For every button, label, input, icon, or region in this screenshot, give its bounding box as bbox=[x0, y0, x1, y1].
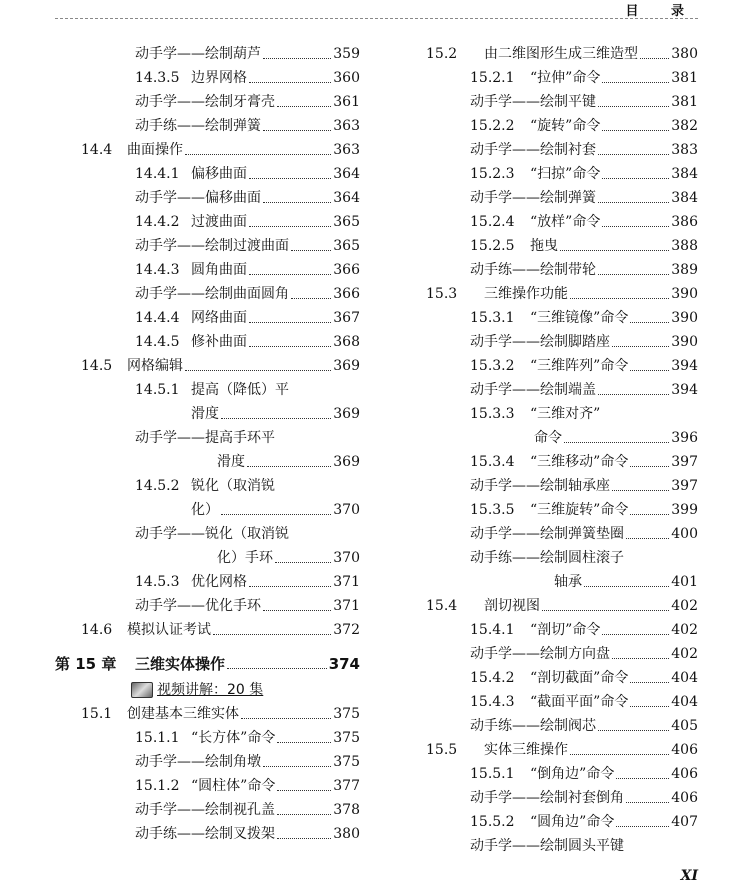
toc-left-column bbox=[55, 42, 360, 846]
entry-number: 14.4.2 bbox=[135, 214, 180, 230]
entry-title: 偏移曲面 bbox=[191, 166, 247, 182]
entry-page: 374 bbox=[328, 655, 360, 673]
entry-number: 第 15 章 bbox=[55, 655, 117, 673]
video-icon bbox=[131, 682, 153, 698]
entry-title-cont: 化） bbox=[191, 502, 219, 518]
leader-dots bbox=[564, 442, 669, 443]
entry-title: 创建基本三维实体 bbox=[127, 706, 239, 722]
video-lecture-link[interactable]: 视频讲解：20 集 bbox=[157, 682, 264, 698]
leader-dots bbox=[598, 202, 669, 203]
entry-page: 368 bbox=[333, 334, 360, 350]
leader-dots bbox=[221, 514, 331, 515]
entry-title-cont: 滑度 bbox=[217, 454, 245, 470]
entry-title: 动手学——绘制弹簧 bbox=[470, 190, 596, 206]
entry-page: 372 bbox=[333, 622, 360, 638]
leader-dots bbox=[584, 586, 669, 587]
entry-page: 402 bbox=[671, 622, 698, 638]
entry-page: 365 bbox=[333, 214, 360, 230]
entry-page: 366 bbox=[333, 262, 360, 278]
leader-dots bbox=[598, 394, 669, 395]
entry-number: 15.1.2 bbox=[135, 778, 180, 794]
entry-page: 406 bbox=[671, 742, 698, 758]
leader-dots bbox=[630, 322, 669, 323]
leader-dots bbox=[616, 778, 669, 779]
entry-page: 375 bbox=[333, 730, 360, 746]
entry-page: 363 bbox=[333, 118, 360, 134]
entry-number: 15.3.1 bbox=[470, 310, 515, 326]
leader-dots bbox=[570, 754, 669, 755]
entry-number: 15.4.2 bbox=[470, 670, 515, 686]
leader-dots bbox=[630, 514, 669, 515]
entry-title: 动手学——提高手环平 bbox=[135, 430, 275, 446]
toc-entry[interactable] bbox=[55, 162, 360, 186]
toc-entry[interactable] bbox=[55, 750, 360, 774]
leader-dots bbox=[263, 130, 331, 131]
toc-entry[interactable] bbox=[55, 306, 360, 330]
entry-number: 14.4.5 bbox=[135, 334, 180, 350]
entry-title: “旋转”命令 bbox=[530, 118, 601, 134]
toc-entry[interactable] bbox=[418, 714, 698, 738]
toc-entry[interactable] bbox=[418, 594, 698, 618]
leader-dots bbox=[249, 346, 331, 347]
entry-number: 15.3 bbox=[426, 286, 458, 302]
header-title: 目 录 bbox=[625, 4, 698, 19]
entry-title: 动手学——绘制衬套 bbox=[470, 142, 596, 158]
entry-title: “长方体”命令 bbox=[191, 730, 276, 746]
entry-page: 386 bbox=[671, 214, 698, 230]
entry-title: 由二维图形生成三维造型 bbox=[484, 46, 638, 62]
entry-title: “三维镜像”命令 bbox=[530, 310, 629, 326]
video-lecture-row[interactable] bbox=[55, 678, 360, 702]
entry-title: “拉伸”命令 bbox=[530, 70, 601, 86]
entry-title: 模拟认证考试 bbox=[127, 622, 211, 638]
entry-page: 402 bbox=[671, 646, 698, 662]
toc-entry[interactable] bbox=[55, 114, 360, 138]
entry-number: 15.4.1 bbox=[470, 622, 515, 638]
leader-dots bbox=[598, 154, 669, 155]
entry-title: 动手学——锐化（取消锐 bbox=[135, 526, 289, 542]
toc-entry[interactable] bbox=[418, 354, 698, 378]
entry-page: 380 bbox=[333, 826, 360, 842]
entry-page: 375 bbox=[333, 754, 360, 770]
leader-dots bbox=[263, 610, 331, 611]
entry-number: 15.3.2 bbox=[470, 358, 515, 374]
toc-entry[interactable] bbox=[418, 618, 698, 642]
leader-dots bbox=[630, 466, 669, 467]
entry-number: 15.4 bbox=[426, 598, 458, 614]
leader-dots bbox=[612, 346, 669, 347]
entry-title-cont: 化）手环 bbox=[217, 550, 273, 566]
leader-dots bbox=[277, 790, 331, 791]
toc-entry-line1[interactable] bbox=[55, 474, 360, 498]
entry-title-cont: 命令 bbox=[534, 430, 562, 446]
toc-entry[interactable] bbox=[418, 210, 698, 234]
entry-page: 364 bbox=[333, 190, 360, 206]
leader-dots bbox=[275, 562, 331, 563]
entry-page: 382 bbox=[671, 118, 698, 134]
leader-dots bbox=[213, 634, 331, 635]
entry-title: 动手练——绘制圆柱滚子 bbox=[470, 550, 624, 566]
leader-dots bbox=[602, 226, 669, 227]
entry-page: 360 bbox=[333, 70, 360, 86]
leader-dots bbox=[542, 610, 669, 611]
entry-title-cont: 轴承 bbox=[554, 574, 582, 590]
entry-number: 15.5 bbox=[426, 742, 458, 758]
toc-entry[interactable] bbox=[55, 90, 360, 114]
entry-number: 15.5.2 bbox=[470, 814, 515, 830]
page-header bbox=[55, 0, 698, 19]
entry-title: “三维对齐” bbox=[530, 406, 601, 422]
entry-number: 15.1 bbox=[81, 706, 113, 722]
toc-entry[interactable] bbox=[55, 618, 360, 642]
entry-title: 动手学——绘制视孔盖 bbox=[135, 802, 275, 818]
leader-dots bbox=[602, 178, 669, 179]
entry-title: 提高（降低）平 bbox=[191, 382, 289, 398]
entry-number: 14.5.1 bbox=[135, 382, 180, 398]
entry-number: 14.5.2 bbox=[135, 478, 180, 494]
toc-entry[interactable] bbox=[418, 90, 698, 114]
leader-dots bbox=[598, 106, 669, 107]
entry-page: 390 bbox=[671, 286, 698, 302]
entry-title: 动手学——绘制轴承座 bbox=[470, 478, 610, 494]
entry-page: 384 bbox=[671, 166, 698, 182]
leader-dots bbox=[598, 730, 669, 731]
entry-number: 14.4.4 bbox=[135, 310, 180, 326]
page-number: XI bbox=[680, 868, 698, 884]
toc-entry[interactable] bbox=[418, 114, 698, 138]
leader-dots bbox=[249, 226, 331, 227]
leader-dots bbox=[249, 586, 331, 587]
toc-entry[interactable] bbox=[418, 42, 698, 66]
entry-title: 拖曳 bbox=[530, 238, 558, 254]
entry-number: 15.2 bbox=[426, 46, 458, 62]
entry-title: “三维旋转”命令 bbox=[530, 502, 629, 518]
entry-page: 397 bbox=[671, 454, 698, 470]
entry-page: 397 bbox=[671, 478, 698, 494]
chapter-entry[interactable] bbox=[55, 650, 360, 678]
leader-dots bbox=[241, 718, 331, 719]
entry-number: 15.2.4 bbox=[470, 214, 515, 230]
toc-entry[interactable] bbox=[55, 186, 360, 210]
entry-page: 369 bbox=[333, 454, 360, 470]
entry-number: 15.3.5 bbox=[470, 502, 515, 518]
entry-number: 15.4.3 bbox=[470, 694, 515, 710]
entry-page: 370 bbox=[333, 502, 360, 518]
leader-dots bbox=[263, 58, 331, 59]
entry-title: “倒角边”命令 bbox=[530, 766, 615, 782]
leader-dots bbox=[263, 202, 331, 203]
leader-dots bbox=[630, 706, 669, 707]
leader-dots bbox=[612, 490, 669, 491]
entry-page: 401 bbox=[671, 574, 698, 590]
entry-title: “截面平面”命令 bbox=[530, 694, 629, 710]
entry-page: 371 bbox=[333, 598, 360, 614]
leader-dots bbox=[277, 838, 331, 839]
entry-page: 396 bbox=[671, 430, 698, 446]
leader-dots bbox=[263, 766, 331, 767]
toc-entry[interactable] bbox=[55, 282, 360, 306]
entry-page: 375 bbox=[333, 706, 360, 722]
leader-dots bbox=[291, 250, 331, 251]
entry-title-cont: 滑度 bbox=[191, 406, 219, 422]
toc-entry[interactable] bbox=[55, 354, 360, 378]
toc-entry-line1[interactable] bbox=[55, 426, 360, 450]
entry-number: 14.4.3 bbox=[135, 262, 180, 278]
toc-entry-line1[interactable] bbox=[418, 546, 698, 570]
leader-dots bbox=[626, 802, 669, 803]
toc-right-column bbox=[418, 42, 698, 858]
entry-page: 365 bbox=[333, 238, 360, 254]
toc-entry[interactable] bbox=[55, 66, 360, 90]
toc-entry[interactable] bbox=[418, 282, 698, 306]
toc-entry[interactable] bbox=[418, 738, 698, 762]
toc-entry[interactable] bbox=[418, 834, 698, 858]
entry-number: 14.4.1 bbox=[135, 166, 180, 182]
entry-title: 曲面操作 bbox=[127, 142, 183, 158]
entry-title: 锐化（取消锐 bbox=[191, 478, 275, 494]
toc-entry[interactable] bbox=[418, 498, 698, 522]
toc-entry[interactable] bbox=[55, 330, 360, 354]
toc-entry[interactable] bbox=[55, 702, 360, 726]
entry-title: “三维移动”命令 bbox=[530, 454, 629, 470]
leader-dots bbox=[570, 298, 669, 299]
entry-title: 圆角曲面 bbox=[191, 262, 247, 278]
entry-page: 389 bbox=[671, 262, 698, 278]
entry-page: 369 bbox=[333, 358, 360, 374]
toc-entry[interactable] bbox=[55, 570, 360, 594]
entry-page: 400 bbox=[671, 526, 698, 542]
toc-entry[interactable] bbox=[55, 42, 360, 66]
entry-title: 动手练——绘制带轮 bbox=[470, 262, 596, 278]
leader-dots bbox=[602, 634, 669, 635]
entry-number: 14.4 bbox=[81, 142, 113, 158]
entry-title: “放样”命令 bbox=[530, 214, 601, 230]
toc-entry-line2[interactable] bbox=[55, 498, 360, 522]
entry-page: 390 bbox=[671, 310, 698, 326]
leader-dots bbox=[227, 668, 327, 669]
entry-title: 动手学——绘制平键 bbox=[470, 94, 596, 110]
entry-page: 381 bbox=[671, 70, 698, 86]
toc-entry[interactable] bbox=[418, 66, 698, 90]
entry-title: “三维阵列”命令 bbox=[530, 358, 629, 374]
leader-dots bbox=[602, 130, 669, 131]
toc-entry[interactable] bbox=[418, 810, 698, 834]
entry-page: 404 bbox=[671, 670, 698, 686]
entry-page: 383 bbox=[671, 142, 698, 158]
toc-entry-line1[interactable] bbox=[55, 378, 360, 402]
leader-dots bbox=[277, 742, 331, 743]
entry-page: 378 bbox=[333, 802, 360, 818]
entry-title: 动手学——偏移曲面 bbox=[135, 190, 261, 206]
entry-number: 14.5 bbox=[81, 358, 113, 374]
toc-entry[interactable] bbox=[55, 258, 360, 282]
leader-dots bbox=[291, 298, 331, 299]
entry-page: 388 bbox=[671, 238, 698, 254]
toc-entry-line2[interactable] bbox=[55, 450, 360, 474]
entry-title: “圆角边”命令 bbox=[530, 814, 615, 830]
leader-dots bbox=[626, 538, 669, 539]
entry-title: 过渡曲面 bbox=[191, 214, 247, 230]
entry-title: 动手学——绘制衬套倒角 bbox=[470, 790, 624, 806]
entry-page: 381 bbox=[671, 94, 698, 110]
entry-title: 动手学——绘制脚踏座 bbox=[470, 334, 610, 350]
toc-entry[interactable] bbox=[55, 594, 360, 618]
toc-entry[interactable] bbox=[418, 690, 698, 714]
entry-title: 动手学——绘制曲面圆角 bbox=[135, 286, 289, 302]
toc-entry[interactable] bbox=[418, 762, 698, 786]
entry-page: 390 bbox=[671, 334, 698, 350]
entry-number: 15.3.3 bbox=[470, 406, 515, 422]
entry-page: 404 bbox=[671, 694, 698, 710]
leader-dots bbox=[616, 826, 669, 827]
entry-page: 407 bbox=[671, 814, 698, 830]
toc-entry[interactable] bbox=[418, 522, 698, 546]
entry-title: 动手学——绘制角墩 bbox=[135, 754, 261, 770]
entry-page: 405 bbox=[671, 718, 698, 734]
toc-entry[interactable] bbox=[418, 306, 698, 330]
entry-title: 动手学——绘制过渡曲面 bbox=[135, 238, 289, 254]
entry-page: 399 bbox=[671, 502, 698, 518]
toc-entry[interactable] bbox=[418, 258, 698, 282]
entry-title: 动手学——绘制弹簧垫圈 bbox=[470, 526, 624, 542]
entry-number: 14.3.5 bbox=[135, 70, 180, 86]
leader-dots bbox=[221, 418, 331, 419]
entry-page: 361 bbox=[333, 94, 360, 110]
entry-number: 15.2.1 bbox=[470, 70, 515, 86]
entry-title: “剖切”命令 bbox=[530, 622, 601, 638]
entry-title: 动手练——绘制叉拨架 bbox=[135, 826, 275, 842]
entry-page: 369 bbox=[333, 406, 360, 422]
toc-entry[interactable] bbox=[55, 726, 360, 750]
entry-page: 394 bbox=[671, 382, 698, 398]
entry-number: 14.6 bbox=[81, 622, 113, 638]
toc-entry[interactable] bbox=[55, 822, 360, 846]
entry-title: “扫掠”命令 bbox=[530, 166, 601, 182]
entry-page: 366 bbox=[333, 286, 360, 302]
entry-page: 370 bbox=[333, 550, 360, 566]
leader-dots bbox=[249, 82, 331, 83]
entry-page: 406 bbox=[671, 790, 698, 806]
entry-title: 实体三维操作 bbox=[484, 742, 568, 758]
toc-entry-line2[interactable] bbox=[418, 426, 698, 450]
entry-page: 363 bbox=[333, 142, 360, 158]
toc-entry-line2[interactable] bbox=[418, 570, 698, 594]
toc-entry[interactable] bbox=[418, 138, 698, 162]
leader-dots bbox=[277, 106, 331, 107]
entry-page: 402 bbox=[671, 598, 698, 614]
leader-dots bbox=[249, 178, 331, 179]
entry-title: 三维操作功能 bbox=[484, 286, 568, 302]
entry-page: 371 bbox=[333, 574, 360, 590]
toc-entry[interactable] bbox=[55, 138, 360, 162]
entry-title: 动手学——绘制牙膏壳 bbox=[135, 94, 275, 110]
toc-entry[interactable] bbox=[55, 774, 360, 798]
entry-page: 367 bbox=[333, 310, 360, 326]
toc-entry[interactable] bbox=[418, 474, 698, 498]
entry-page: 380 bbox=[671, 46, 698, 62]
toc-entry[interactable] bbox=[418, 186, 698, 210]
toc-entry[interactable] bbox=[55, 234, 360, 258]
leader-dots bbox=[247, 466, 331, 467]
entry-number: 15.2.2 bbox=[470, 118, 515, 134]
entry-title: 动手学——绘制圆头平键 bbox=[470, 838, 624, 854]
toc-entry[interactable] bbox=[418, 666, 698, 690]
toc-entry-line2[interactable] bbox=[55, 402, 360, 426]
entry-title: “圆柱体”命令 bbox=[191, 778, 276, 794]
leader-dots bbox=[249, 274, 331, 275]
entry-page: 364 bbox=[333, 166, 360, 182]
entry-title: 动手学——绘制葫芦 bbox=[135, 46, 261, 62]
leader-dots bbox=[277, 814, 331, 815]
toc-entry[interactable] bbox=[55, 798, 360, 822]
toc-entry[interactable] bbox=[418, 162, 698, 186]
toc-entry[interactable] bbox=[418, 450, 698, 474]
entry-page: 384 bbox=[671, 190, 698, 206]
entry-number: 14.5.3 bbox=[135, 574, 180, 590]
entry-title: 三维实体操作 bbox=[135, 655, 226, 673]
entry-title: 动手练——绘制阀芯 bbox=[470, 718, 596, 734]
entry-title: 网络曲面 bbox=[191, 310, 247, 326]
toc-entry-line2[interactable] bbox=[55, 546, 360, 570]
entry-number: 15.2.5 bbox=[470, 238, 515, 254]
toc-entry[interactable] bbox=[418, 234, 698, 258]
leader-dots bbox=[630, 682, 669, 683]
toc-entry-line1[interactable] bbox=[55, 522, 360, 546]
entry-number: 15.3.4 bbox=[470, 454, 515, 470]
toc-entry[interactable] bbox=[418, 330, 698, 354]
entry-number: 15.5.1 bbox=[470, 766, 515, 782]
leader-dots bbox=[612, 658, 669, 659]
leader-dots bbox=[249, 322, 331, 323]
toc-entry[interactable] bbox=[418, 786, 698, 810]
toc-entry[interactable] bbox=[418, 642, 698, 666]
toc-entry[interactable] bbox=[418, 378, 698, 402]
toc-entry-line1[interactable] bbox=[418, 402, 698, 426]
entry-number: 15.1.1 bbox=[135, 730, 180, 746]
entry-page: 359 bbox=[333, 46, 360, 62]
entry-title: 优化网格 bbox=[191, 574, 247, 590]
leader-dots bbox=[185, 370, 331, 371]
entry-title: 网格编辑 bbox=[127, 358, 183, 374]
leader-dots bbox=[640, 58, 669, 59]
entry-title: 动手学——优化手环 bbox=[135, 598, 261, 614]
entry-page: 406 bbox=[671, 766, 698, 782]
toc-entry[interactable] bbox=[55, 210, 360, 234]
entry-title: “剖切截面”命令 bbox=[530, 670, 629, 686]
leader-dots bbox=[602, 82, 669, 83]
entry-title: 剖切视图 bbox=[484, 598, 540, 614]
entry-title: 边界网格 bbox=[191, 70, 247, 86]
entry-page: 394 bbox=[671, 358, 698, 374]
entry-title: 动手学——绘制方向盘 bbox=[470, 646, 610, 662]
entry-title: 动手练——绘制弹簧 bbox=[135, 118, 261, 134]
entry-number: 15.2.3 bbox=[470, 166, 515, 182]
leader-dots bbox=[560, 250, 669, 251]
leader-dots bbox=[185, 154, 331, 155]
leader-dots bbox=[598, 274, 669, 275]
leader-dots bbox=[630, 370, 669, 371]
entry-page: 377 bbox=[333, 778, 360, 794]
entry-title: 修补曲面 bbox=[191, 334, 247, 350]
entry-title: 动手学——绘制端盖 bbox=[470, 382, 596, 398]
